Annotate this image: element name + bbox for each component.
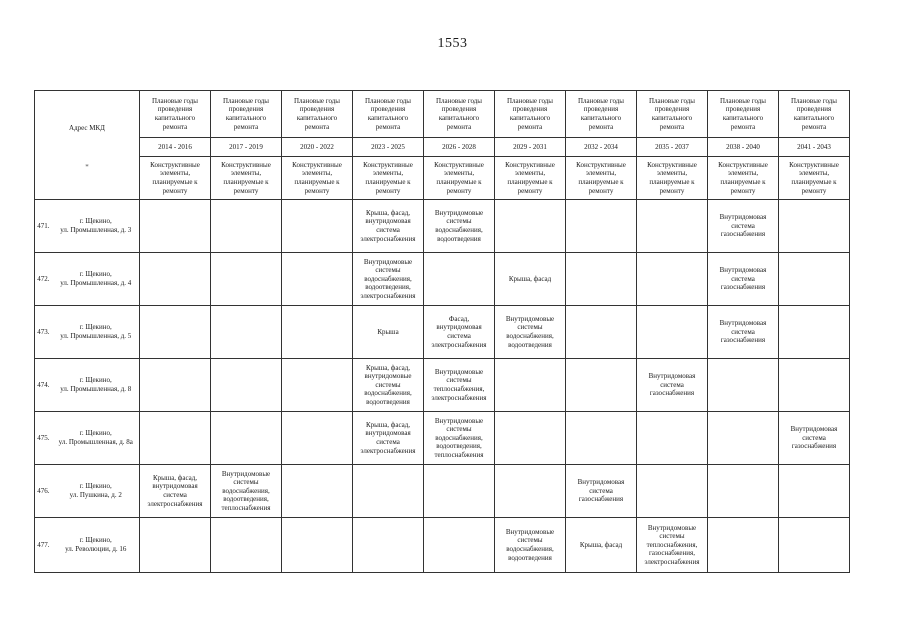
address-street: ул. Промышленная, д. 3 <box>60 226 132 234</box>
repair-cell: Крыша <box>353 306 424 359</box>
repair-cell: Фасад, внутридомовая система электроснабжения <box>424 306 495 359</box>
elements-header-cell: Конструктивные элементы, планируемые к ремонту <box>140 157 211 200</box>
repair-cell: Внутридомовая система газоснабжения <box>708 200 779 253</box>
repair-cell <box>708 412 779 465</box>
repair-cell: Внутридомовые системы водоснабжения, водоотведения, теплоснабжения <box>424 412 495 465</box>
period-cell: 2035 - 2037 <box>637 138 708 157</box>
repair-cell: Крыша, фасад, внутридомовая система электроснабжения <box>140 465 211 518</box>
repair-cell <box>779 306 850 359</box>
row-number: 476. <box>35 465 53 518</box>
repair-cell <box>211 412 282 465</box>
repair-cell <box>779 465 850 518</box>
repair-cell <box>140 306 211 359</box>
address-header-label: Адрес МКД <box>69 124 105 133</box>
header-row-years <box>35 138 850 157</box>
repair-cell <box>637 465 708 518</box>
period-cell: 2020 - 2022 <box>282 138 353 157</box>
address-city: г. Щекино, <box>79 217 112 226</box>
row-number: 471. <box>35 200 53 253</box>
elements-header-cell: Конструктивные элементы, планируемые к ремонту <box>424 157 495 200</box>
period-cell: 2038 - 2040 <box>708 138 779 157</box>
row-number: 473. <box>35 306 53 359</box>
capital-repair-table <box>34 90 850 573</box>
repair-cell <box>282 465 353 518</box>
repair-cell: Внутридомовые системы водоснабжения, водоотведения <box>495 518 566 573</box>
repair-cell <box>708 465 779 518</box>
plan-header-cell: Плановые годы проведения капитального ремонта <box>708 91 779 138</box>
page-number: 1553 <box>437 36 468 51</box>
plan-header-cell: Плановые годы проведения капитального ремонта <box>282 91 353 138</box>
address-city: г. Щекино, <box>79 429 112 438</box>
repair-cell <box>211 200 282 253</box>
repair-cell <box>211 253 282 306</box>
repair-cell <box>353 518 424 573</box>
repair-cell: Крыша, фасад, внутридомовая система электроснабжения <box>353 412 424 465</box>
elements-header-cell: Конструктивные элементы, планируемые к ремонту <box>637 157 708 200</box>
row-address <box>53 412 140 465</box>
repair-cell <box>353 465 424 518</box>
period-cell: 2026 - 2028 <box>424 138 495 157</box>
address-city: г. Щекино, <box>79 482 112 491</box>
plan-header-cell: Плановые годы проведения капитального ремонта <box>495 91 566 138</box>
repair-cell <box>566 200 637 253</box>
address-street: ул. Промышленная, д. 4 <box>60 279 132 287</box>
repair-cell: Внутридомовая система газоснабжения <box>637 359 708 412</box>
repair-cell <box>495 359 566 412</box>
address-city: г. Щекино, <box>79 270 112 279</box>
repair-cell <box>424 518 495 573</box>
header-row-plan <box>35 91 850 138</box>
repair-cell: Крыша, фасад <box>566 518 637 573</box>
repair-cell: Внутридомовая система газоснабжения <box>708 306 779 359</box>
repair-cell <box>282 359 353 412</box>
repair-cell: Внутридомовая система газоснабжения <box>779 412 850 465</box>
elements-header-cell: Конструктивные элементы, планируемые к ремонту <box>708 157 779 200</box>
elements-header-cell: Конструктивные элементы, планируемые к ремонту <box>282 157 353 200</box>
period-cell: 2041 - 2043 <box>779 138 850 157</box>
repair-cell <box>211 359 282 412</box>
repair-cell <box>282 412 353 465</box>
address-city: г. Щекино, <box>79 376 112 385</box>
period-cell: 2023 - 2025 <box>353 138 424 157</box>
repair-cell: Внутридомовые системы водоснабжения, водоотведения <box>495 306 566 359</box>
corner-mark: * <box>85 163 89 171</box>
repair-cell <box>424 465 495 518</box>
row-address <box>53 200 140 253</box>
address-street: ул. Промышленная, д. 5 <box>60 332 132 340</box>
repair-cell <box>424 253 495 306</box>
address-street: ул. Промышленная, д. 8а <box>58 438 133 446</box>
repair-cell: Внутридомовые системы водоснабжения, водоотведения, теплоснабжения <box>211 465 282 518</box>
address-street: ул. Пушкина, д. 2 <box>69 491 122 499</box>
repair-cell: Внутридомовая система газоснабжения <box>566 465 637 518</box>
period-cell: 2032 - 2034 <box>566 138 637 157</box>
elements-header-cell: Конструктивные элементы, планируемые к ремонту <box>495 157 566 200</box>
plan-header-cell: Плановые годы проведения капитального ремонта <box>779 91 850 138</box>
repair-cell <box>140 253 211 306</box>
repair-cell <box>779 253 850 306</box>
repair-cell <box>211 306 282 359</box>
row-address <box>53 253 140 306</box>
repair-cell: Крыша, фасад, внутридомовая система электроснабжения <box>353 200 424 253</box>
repair-cell <box>779 359 850 412</box>
plan-header-cell: Плановые годы проведения капитального ремонта <box>424 91 495 138</box>
elements-header-cell: Конструктивные элементы, планируемые к ремонту <box>566 157 637 200</box>
repair-cell <box>708 518 779 573</box>
plan-header-cell: Плановые годы проведения капитального ремонта <box>353 91 424 138</box>
repair-cell: Внутридомовые системы водоснабжения, водоотведения, электроснабжения <box>353 253 424 306</box>
repair-cell <box>566 359 637 412</box>
table-row <box>35 465 850 518</box>
header-row-elements <box>35 157 850 200</box>
table-row <box>35 412 850 465</box>
row-address <box>53 465 140 518</box>
plan-header-cell: Плановые годы проведения капитального ремонта <box>566 91 637 138</box>
repair-cell <box>140 518 211 573</box>
row-address <box>53 359 140 412</box>
repair-cell <box>282 200 353 253</box>
repair-cell <box>140 200 211 253</box>
address-header <box>35 91 140 200</box>
repair-cell <box>637 253 708 306</box>
repair-cell <box>282 253 353 306</box>
repair-cell <box>566 253 637 306</box>
repair-cell: Крыша, фасад <box>495 253 566 306</box>
address-street: ул. Промышленная, д. 8 <box>60 385 132 393</box>
repair-cell <box>282 306 353 359</box>
repair-cell: Внутридомовые системы водоснабжения, водоотведения <box>424 200 495 253</box>
elements-header-cell: Конструктивные элементы, планируемые к ремонту <box>353 157 424 200</box>
repair-cell: Внутридомовые системы теплоснабжения, газоснабжения, электроснабжения <box>637 518 708 573</box>
repair-cell <box>779 200 850 253</box>
repair-cell <box>140 359 211 412</box>
repair-cell <box>637 306 708 359</box>
address-street: ул. Революции, д. 16 <box>65 545 127 553</box>
plan-header-cell: Плановые годы проведения капитального ремонта <box>140 91 211 138</box>
plan-header-cell: Плановые годы проведения капитального ремонта <box>211 91 282 138</box>
plan-header-cell: Плановые годы проведения капитального ремонта <box>637 91 708 138</box>
repair-cell: Крыша, фасад, внутридомовые системы водоснабжения, водоотведения <box>353 359 424 412</box>
table-row <box>35 200 850 253</box>
repair-cell <box>140 412 211 465</box>
table-row <box>35 359 850 412</box>
row-address <box>53 306 140 359</box>
repair-cell <box>566 306 637 359</box>
period-cell: 2029 - 2031 <box>495 138 566 157</box>
period-cell: 2017 - 2019 <box>211 138 282 157</box>
address-city: г. Щекино, <box>79 536 112 545</box>
row-number: 477. <box>35 518 53 573</box>
row-number: 475. <box>35 412 53 465</box>
repair-cell <box>779 518 850 573</box>
table-row <box>35 306 850 359</box>
repair-cell <box>495 200 566 253</box>
elements-header-cell: Конструктивные элементы, планируемые к ремонту <box>211 157 282 200</box>
period-cell: 2014 - 2016 <box>140 138 211 157</box>
row-address <box>53 518 140 573</box>
address-city: г. Щекино, <box>79 323 112 332</box>
row-number: 474. <box>35 359 53 412</box>
table-row <box>35 518 850 573</box>
repair-cell <box>495 412 566 465</box>
repair-cell <box>282 518 353 573</box>
elements-header-cell: Конструктивные элементы, планируемые к ремонту <box>779 157 850 200</box>
repair-cell: Внутридомовая система газоснабжения <box>708 253 779 306</box>
repair-cell <box>211 518 282 573</box>
repair-cell <box>637 200 708 253</box>
repair-cell <box>566 412 637 465</box>
repair-cell <box>708 359 779 412</box>
repair-cell <box>495 465 566 518</box>
table-row <box>35 253 850 306</box>
row-number: 472. <box>35 253 53 306</box>
repair-cell: Внутридомовые системы теплоснабжения, электроснабжения <box>424 359 495 412</box>
repair-cell <box>637 412 708 465</box>
